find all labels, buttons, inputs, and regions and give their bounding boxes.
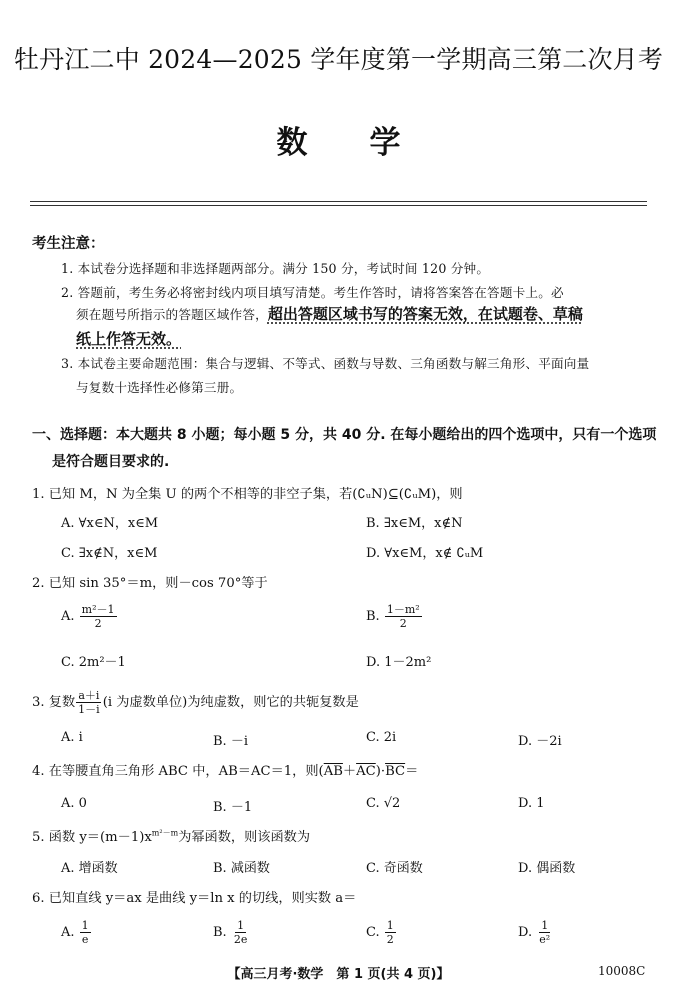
subject-title: 数学	[276, 125, 463, 161]
numerator: 1	[541, 919, 549, 932]
option-label: A.	[61, 609, 75, 624]
stem-text: 5. 函数 y＝(m－1)x	[32, 830, 152, 845]
divider-bottom	[30, 205, 647, 206]
denominator: 2e	[233, 933, 248, 946]
page-footer: 【高三月考·数学 第 1 页(共 4 页)】	[227, 967, 450, 982]
notice-item-3-line-2: 与复数十选择性必修第三册。	[76, 380, 243, 395]
denominator: 2	[399, 617, 407, 630]
denominator: e	[81, 933, 89, 946]
question-2-option-a	[61, 603, 118, 630]
fraction	[537, 919, 552, 946]
question-5-option-c: C. 奇函数	[366, 861, 423, 876]
fraction	[232, 919, 250, 946]
stem-text: (i 为虚数单位)为纯虚数，则它的共轭复数是	[102, 695, 359, 710]
divider-top	[30, 201, 647, 202]
stem-text: 4. 在等腰直角三角形 ABC 中，AB＝AC＝1，则(	[32, 764, 324, 779]
question-3-option-a: A. i	[61, 730, 83, 745]
notice-emphasis: 超出答题区域书写的答案无效，在试题卷、草稿	[267, 305, 583, 323]
equals-sign: ＝	[405, 764, 419, 779]
vector-ab: $\overline{AB}$	[323, 764, 343, 779]
question-5-option-d: D. 偶函数	[518, 861, 576, 876]
numerator: 1－m²	[386, 603, 420, 616]
question-1-option-d: D. ∀x∈M，x∉ ∁ᵤM	[366, 546, 484, 561]
fraction	[385, 919, 396, 946]
question-6-option-d	[518, 919, 553, 946]
question-5-stem	[32, 826, 310, 845]
notice-item-2-line-3: 纸上作答无效。	[76, 330, 182, 348]
question-6-option-b	[213, 919, 250, 946]
paper-code: 10008C	[598, 964, 646, 978]
denominator: 2	[386, 933, 394, 946]
question-3-option-d: D. －2i	[518, 734, 562, 749]
exam-title: 牡丹江二中 2024—2025 学年度第一学期高三第二次月考	[13, 45, 664, 74]
notice-item-2-line-1: 2. 答题前，考生务必将密封线内项目填写清楚。考生作答时，请将答案答在答题卡上。必	[61, 285, 564, 300]
question-1-option-a: A. ∀x∈N，x∈M	[61, 516, 159, 531]
question-4-option-b: B. －1	[213, 800, 253, 815]
option-label: B.	[366, 609, 380, 624]
question-5-option-b: B. 减函数	[213, 861, 270, 876]
question-6-option-a	[61, 919, 92, 946]
question-2-option-c: C. 2m²－1	[61, 655, 126, 670]
fraction	[80, 919, 91, 946]
notice-item-3-line-1: 3. 本试卷主要命题范围：集合与逻辑、不等式、函数与导数、三角函数与解三角形、平面向量	[61, 356, 590, 371]
numerator: 1	[81, 919, 89, 932]
question-2-option-d: D. 1－2m²	[366, 655, 432, 670]
question-4-option-c: C. √2	[366, 796, 401, 811]
question-1-option-b: B. ∃x∈M，x∉N	[366, 516, 463, 531]
vector-bc: $\overline{BC}$	[385, 764, 406, 779]
dot-product: )·	[375, 764, 386, 779]
question-6-stem: 6. 已知直线 y＝ax 是曲线 y＝ln x 的切线，则实数 a＝	[32, 891, 357, 906]
notice-item-2-line-2	[76, 303, 583, 324]
question-4-stem	[32, 760, 418, 779]
fraction	[80, 603, 117, 630]
option-label: D.	[518, 925, 533, 940]
fraction	[385, 603, 422, 630]
question-6-option-c	[366, 919, 397, 946]
notice-item-1: 1. 本试卷分选择题和非选择题两部分。满分 150 分，考试时间 120 分钟。	[61, 261, 490, 276]
notice-heading: 考生注意：	[32, 236, 105, 252]
question-1-stem: 1. 已知 M，N 为全集 U 的两个不相等的非空子集，若(∁ᵤN)⊆(∁ᵤM)，则	[32, 487, 463, 502]
notice-item-2-text: 须在题号所指示的答题区域作答，	[76, 307, 268, 322]
question-3-option-c: C. 2i	[366, 730, 397, 745]
question-4-option-a: A. 0	[61, 796, 87, 811]
vector-ac: $\overline{AC}$	[356, 764, 376, 779]
numerator: a＋i	[78, 689, 100, 702]
exponent: m²－m	[151, 828, 179, 838]
stem-text: 为幂函数，则该函数为	[178, 830, 311, 845]
question-1-option-c: C. ∃x∉N，x∈M	[61, 546, 158, 561]
question-2-option-b	[366, 603, 423, 630]
option-label: B.	[213, 925, 227, 940]
section-heading-line-2: 是符合题目要求的.	[52, 454, 170, 470]
option-label: A.	[61, 925, 75, 940]
fraction	[76, 689, 102, 716]
numerator: 1	[386, 919, 394, 932]
denominator: e²	[539, 933, 551, 946]
question-4-option-d: D. 1	[518, 796, 545, 811]
stem-text: 3. 复数	[32, 695, 76, 710]
section-heading-line-1: 一、选择题：本大题共 8 小题；每小题 5 分，共 40 分. 在每小题给出的四个选项中，只有一个选项	[32, 427, 657, 443]
denominator: 1－i	[78, 703, 100, 716]
numerator: 1	[237, 919, 245, 932]
question-2-stem: 2. 已知 sin 35°＝m，则－cos 70°等于	[32, 576, 268, 591]
denominator: 2	[94, 617, 102, 630]
question-5-option-a: A. 增函数	[61, 861, 118, 876]
option-label: C.	[366, 925, 380, 940]
question-3-stem	[32, 689, 359, 716]
question-3-option-b: B. －i	[213, 734, 248, 749]
numerator: m²－1	[81, 603, 115, 616]
plus-sign: ＋	[342, 764, 357, 779]
